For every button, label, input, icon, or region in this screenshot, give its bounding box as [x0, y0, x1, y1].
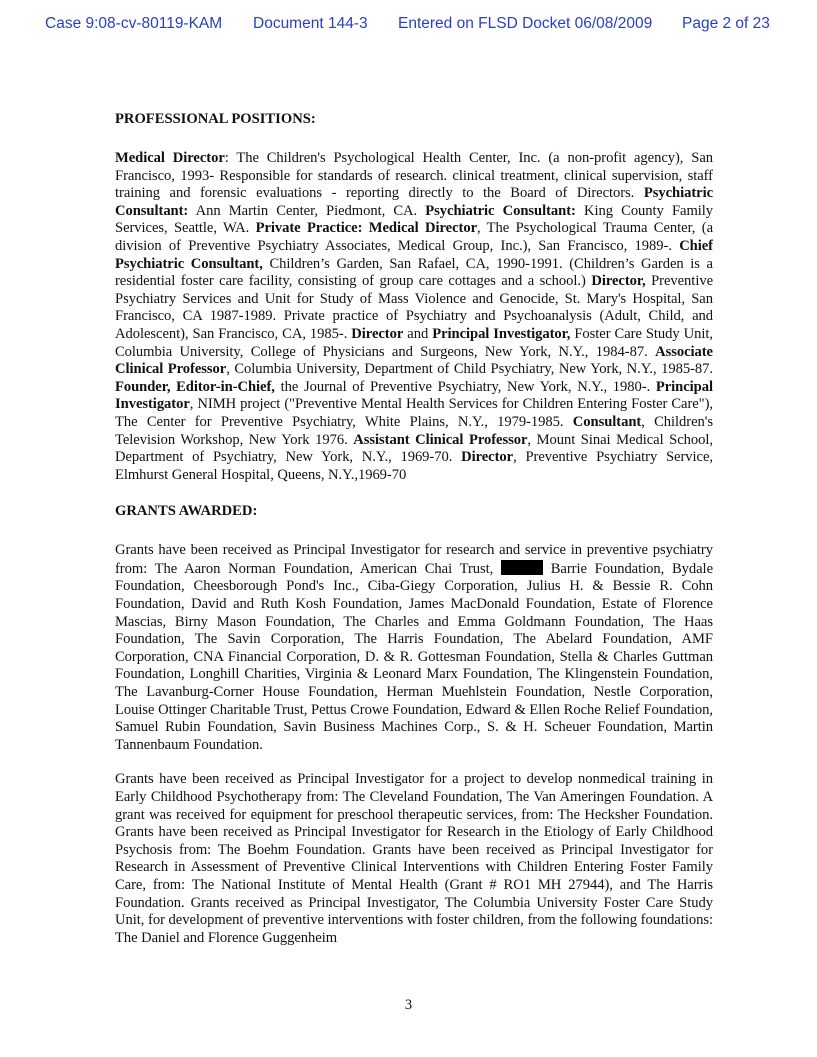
position-title: Director	[461, 449, 514, 466]
position-text: , The Psychological Trauma Center, (a division of Preventive Psychiatry Associates, Medical Group, Inc.), San Francisco, 1989-.	[115, 220, 713, 254]
position-title: Medical Director	[115, 150, 225, 166]
professional-positions-paragraph	[115, 150, 713, 484]
position-text: : The Children's Psychological Health Center, Inc. (a non-profit agency), San Francisco, 1993- Responsible for standards of research. clinical treatment, clinical supervision, staff training and forensic evaluations - reporting directly to the Board of Directors.	[115, 150, 713, 202]
position-text: , Mount Sinai Medical School, Department of Psychiatry, New York, N.Y., 1969-70.	[115, 431, 713, 466]
position-text: King County Family Services, Seattle, WA.	[115, 202, 714, 237]
position-text: , Columbia University, Department of Child Psychiatry, New York, N.Y., 1985-87.	[226, 361, 713, 378]
position-title: Psychiatric Consultant:	[115, 185, 713, 219]
position-title: Assistant Clinical Professor	[353, 431, 528, 448]
position-text: Foster Care Study Unit, Columbia University, College of Physicians and Surgeons, New York, N.Y., 1984-87.	[115, 325, 713, 360]
case-number: Case 9:08-cv-80119-KAM	[45, 15, 223, 32]
grants-awarded-heading: GRANTS AWARDED:	[115, 503, 258, 520]
position-text: Ann Martin Center, Piedmont, CA.	[188, 202, 426, 219]
position-title: Psychiatric Consultant:	[425, 202, 576, 219]
position-title: Private Practice: Medical Director	[255, 220, 477, 237]
page-number: 3	[404, 997, 413, 1013]
document-number: Document 144-3	[253, 15, 368, 32]
grants-paragraph-1	[115, 542, 713, 754]
position-text: , Children's Television Workshop, New York 1976.	[115, 413, 713, 448]
position-title: Founder, Editor-in-Chief,	[115, 378, 275, 395]
position-title: Principal Investigator,	[432, 325, 571, 342]
position-title: Director,	[591, 273, 646, 290]
position-text: Preventive Psychiatry Services and Unit for Study of Mass Violence and Genocide, St. Mary's Hospital, San Francisco, CA 1987-1989. Private practice of Psychiatry and Psychoanalysis (Adult, Child, and Adolescent), San Francisco, CA, 1985-.	[115, 273, 713, 342]
page-indicator: Page 2 of 23	[682, 15, 770, 32]
position-title: Principal Investigator	[115, 378, 713, 413]
redaction-box	[501, 560, 543, 575]
position-text: the Journal of Preventive Psychiatry, New York, N.Y., 1980-.	[274, 378, 656, 395]
docket-entry-date: Entered on FLSD Docket 06/08/2009	[398, 15, 653, 32]
docket-header	[0, 15, 817, 37]
position-title: Associate Clinical Professor	[115, 343, 713, 378]
position-text: and	[403, 325, 433, 342]
page-body	[115, 110, 713, 947]
position-text: , NIMH project ("Preventive Mental Health Services for Children Entering Foster Care"), The Center for Preventive Psychiatry, White Plains, N.Y., 1979-1985.	[115, 396, 713, 430]
grants-text: Grants have been received as Principal Investigator for research and service in preventive psychiatry from: The Aaron Norman Foundation, American Chai Trust,	[115, 542, 713, 577]
position-title: Consultant	[572, 413, 642, 430]
position-text: , Preventive Psychiatry Service, Elmhurst General Hospital, Queens, N.Y.,1969-70	[115, 449, 713, 483]
grants-paragraph-2: Grants have been received as Principal Investigator for a project to develop nonmedical training in Early Childhood Psychotherapy from: The Cleveland Foundation, The Van Ameringen Foundation. A grant was received for equipment for preschool therapeutic services, from: The Hecksher Foundation. Grants have been received as Principal Investigator for Research in the Etiology of Early Childhood Psychosis from: The Boehm Foundation. Grants have been received as Principal Investigator for Research in Assessment of Preventive Clinical Interventions with Children Entering Foster Family Care, from: The National Institute of Mental Health (Grant # RO1 MH 27944), and The Harris Foundation. Grants received as Principal Investigator, The Columbia University Foster Care Study Unit, for development of preventive interventions with foster children, from the following foundations: The Daniel and Florence Guggenheim	[115, 771, 713, 946]
position-text: Children’s Garden, San Rafael, CA, 1990-1991. (Children’s Garden is a residential foster care facility, consisting of group care cottages and a school.)	[115, 255, 713, 290]
position-title: Chief Psychiatric Consultant,	[115, 237, 713, 272]
position-title: Director	[351, 325, 404, 342]
professional-positions-heading: PROFESSIONAL POSITIONS:	[115, 111, 316, 127]
grants-text: Barrie Foundation, Bydale Foundation, Cheesborough Pond's Inc., Ciba-Giegy Corporation, Julius H. & Bessie R. Cohn Foundation, David and Ruth Kosh Foundation, James MacDonald Foundation, Estate of Florence Mascias, Birny Mason Foundation, The Charles and Emma Goldmann Foundation, The Haas Foundation, The Savin Corporation, The Harris Foundation, The Abelard Foundation, AMF Corporation, CNA Financial Corporation, D. & R. Gottesman Foundation, Stella & Charles Guttman Foundation, Longhill Charities, Virginia & Leonard Marx Foundation, The Klingenstein Foundation, The Lavanburg-Corner House Foundation, Herman Muehlstein Foundation, Nestle Corporation, Louise Ottinger Charitable Trust, Pettus Crowe Foundation, Edward & Ellen Roche Relief Foundation, Samuel Rubin Foundation, Savin Business Machines Corp., S. & H. Scheuer Foundation, Martin Tannenbaum Foundation.	[115, 560, 713, 753]
